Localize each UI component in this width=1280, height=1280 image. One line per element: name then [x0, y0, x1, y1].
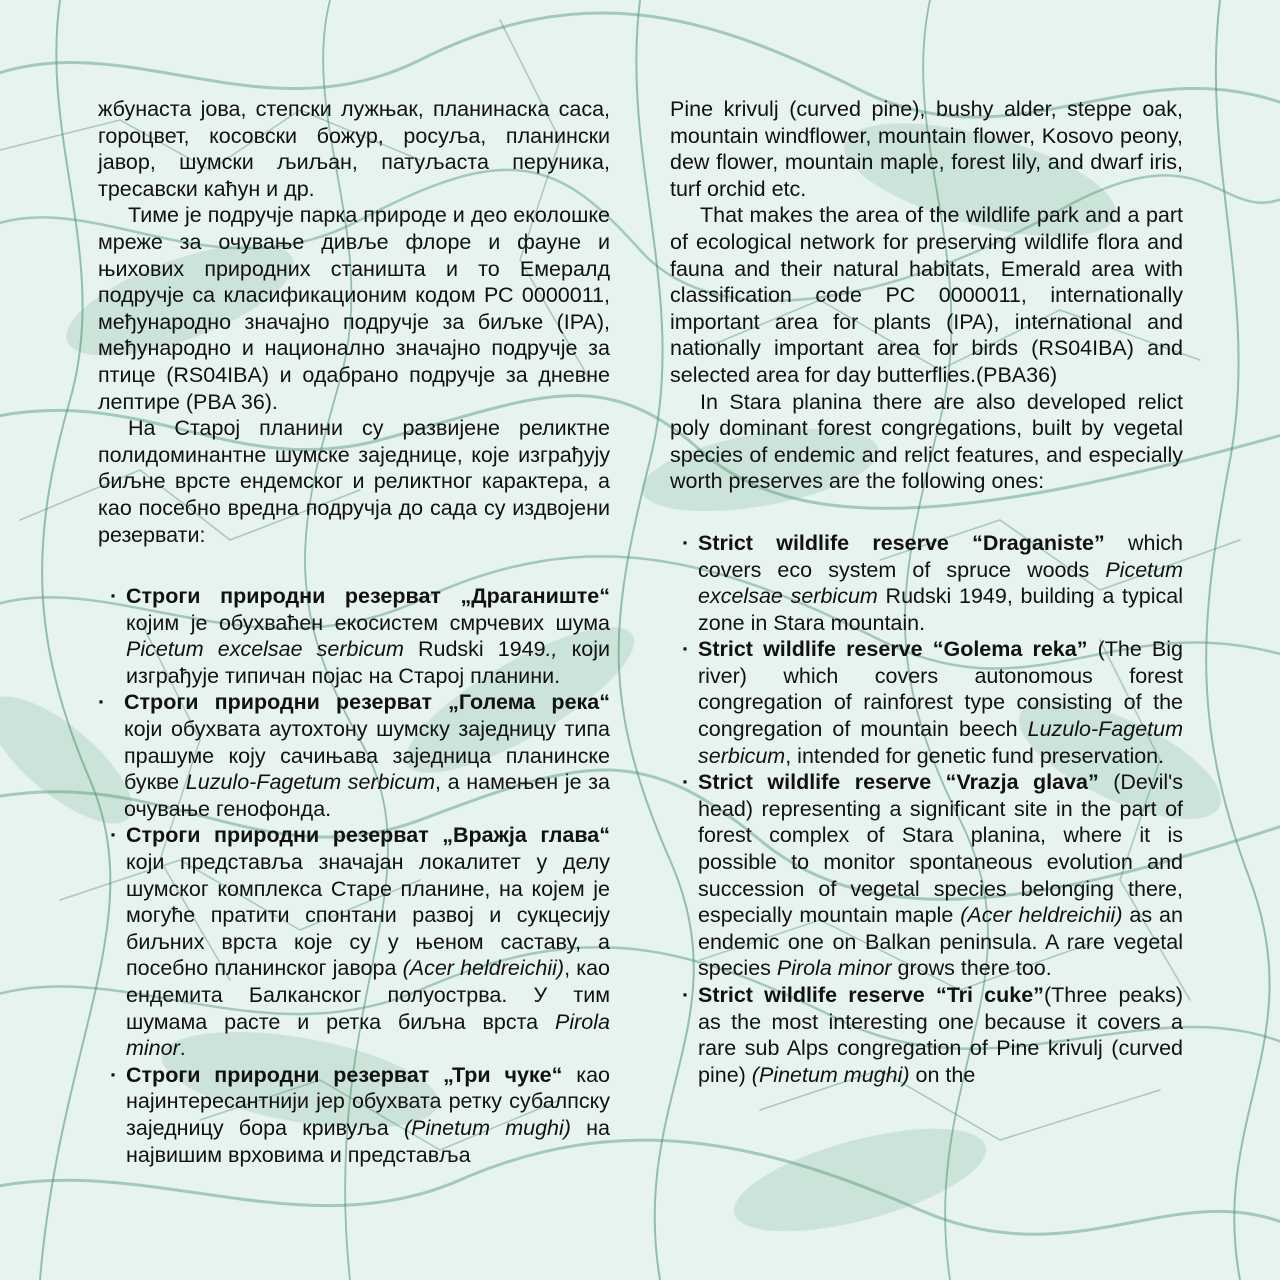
- reserve-text: који изграђује типичан појас на Старој планини.: [126, 637, 610, 688]
- list-item: [98, 689, 610, 822]
- reserve-text: .: [179, 1036, 186, 1061]
- reserve-text: (Three peaks) as the most interesting one because it covers a rare sub Alps congregation of Pine krivulj (curved pine): [698, 983, 1183, 1087]
- list-item: [670, 530, 1183, 636]
- reserve-text: који обухвата аутохтону шумску заједницу типа прашуме коју сачињава заједница планинске букве: [124, 717, 610, 795]
- english-text-column: [670, 96, 1183, 1088]
- reserve-text: Rudski 1949: [403, 637, 546, 662]
- reserve-title: Strict wildlife reserve “Golema reka”: [698, 637, 1088, 662]
- latin-name: (Acer heldreichii): [960, 903, 1123, 928]
- latin-name: Pirola minor: [126, 1009, 610, 1061]
- left-reserves-list: [98, 583, 610, 1168]
- bullet: ·: [682, 983, 690, 1007]
- left-paragraph-2: Тиме је подручје парка природе и део еколошке мреже за очување дивље флоре и фауне и њихових природних станишта и то Емералд подручје са класификационим кодом РС 0000011, међународно значајно подручје за биљке (IPA), међународно и национално значајно подручје за птице (RS04IBA) и одабрано подручје за дневне лептире (PBA 36).: [98, 203, 610, 414]
- bullet: ·: [110, 584, 118, 609]
- reserve-text: (Devil's head) representing a significant site in the part of forest complex of Stara planina, where it is possible to monitor spontaneous evolution and succession of vegetal species belonging there, especially mountain maple: [698, 770, 1183, 928]
- latin-name: (Pinetum mughi): [751, 1062, 910, 1087]
- reserve-text: (The Big river) which covers autonomous forest congregation of rainforest type consisting of the congregation of mountain beech: [698, 637, 1183, 742]
- right-paragraph-1: Pine krivulj (curved pine), bushy alder, steppe oak, mountain windflower, mountain flower, Kosovo peony, dew flower, mountain maple, forest lily, and dwarf iris, turf orchid etc.: [670, 97, 1183, 201]
- reserve-text: Rudski 1949, building a typical zone in Stara mountain.: [698, 584, 1184, 635]
- bullet: ·: [110, 1062, 118, 1087]
- list-item: [670, 636, 1183, 769]
- latin-name: Picetum excelsae serbicum: [126, 637, 404, 662]
- reserve-title: Strict wildlife reserve “Tri cuke”: [698, 983, 1044, 1007]
- reserve-text: , intended for genetic fund preservation.: [785, 743, 1165, 768]
- bullet: ·: [682, 530, 690, 555]
- serbian-text-column: [98, 96, 610, 1168]
- reserve-title: Строги природни резерват „Голема река“: [124, 690, 610, 715]
- latin-name: .,: [545, 637, 558, 662]
- list-item: [98, 1062, 610, 1168]
- left-paragraph-3: На Староj планини су развијене реликтне полидоминантне шумске заједнице, које изграђују биљне врсте ендемског и реликтног карактера, а као посебно вредна подручја до сада су издвојени резервати:: [98, 416, 610, 547]
- bullet: ·: [682, 770, 690, 795]
- reserve-title: Строги природни резерват „Драганиште“: [126, 584, 610, 609]
- reserve-text: као најинтересантнији јер обухвата ретку субалпску заједницу бора кривуља: [126, 1062, 610, 1140]
- reserve-text: as an endemic one on Balkan peninsula. A rare vegetal species: [698, 903, 1183, 981]
- reserve-title: Строги природни резерват „Три чуке“: [126, 1062, 563, 1087]
- reserve-title: Строги природни резерват „Вражја глава“: [126, 823, 610, 848]
- list-item: [98, 583, 610, 689]
- reserve-text: which covers eco system of spruce woods: [698, 530, 1183, 582]
- reserve-title: Strict wildlife reserve “Draganiste”: [698, 530, 1105, 555]
- latin-name: (Pinetum mughi): [403, 1115, 571, 1140]
- reserve-text: који представља значајан локалитет у делу шумског комплекса Старе планине, на којем је могуће пратити спонтани развој и сукцесију биљних врста које су у њеном саставу, а посебно планинског јавора: [126, 850, 610, 981]
- latin-name: Luzulo-Fagetum serbicum: [185, 770, 436, 795]
- reserve-text: on the: [909, 1062, 976, 1087]
- reserve-text: grows there too.: [891, 956, 1052, 981]
- reserve-text: којим је обухваћен екосистем смрчевих шума: [126, 610, 610, 635]
- bullet: ·: [110, 823, 118, 848]
- right-reserves-list: [670, 530, 1183, 1088]
- bullet: ·: [98, 690, 106, 715]
- latin-name: Picetum excelsae serbicum: [698, 557, 1183, 609]
- left-paragraph-1: жбунаста јова, степски лужњак, планинаска саса, гороцвет, косовски божур, росуља, планински јавор, шумски љиљан, патуљаста перуника, тресавски каћун и др.: [98, 97, 610, 201]
- reserve-text: на највишим врховима и представља: [126, 1115, 610, 1167]
- list-item: [98, 822, 610, 1061]
- bullet: ·: [682, 637, 690, 662]
- latin-name: Pirola minor: [776, 956, 892, 981]
- list-item: [670, 769, 1183, 982]
- latin-name: Luzulo-Fagetum serbicum: [698, 717, 1183, 768]
- right-paragraph-2: That makes the area of the wildlife park and a part of ecological network for preserving wildlife flora and fauna and their natural habitats, Emerald area with classification code PC 0000011, internationally important area for plants (IPA), international and nationally important area for birds (RS04IBA) and selected area for day butterflies.(PBA36): [670, 203, 1183, 387]
- latin-name: (Acer heldreichii): [402, 956, 565, 981]
- right-paragraph-3: In Stara planina there are also developed relict poly dominant forest congregations, built by vegetal species of endemic and relict features, and especially worth preserves are the following ones:: [670, 389, 1183, 494]
- reserve-text: , као ендемита Балканског полуострва. У тим шумама расте и ретка биљна врста: [126, 956, 611, 1034]
- reserve-text: , а намењен је за очување генофонда.: [124, 770, 610, 821]
- reserve-title: Strict wildlife reserve “Vrazja glava”: [698, 770, 1099, 795]
- list-item: [670, 982, 1183, 1088]
